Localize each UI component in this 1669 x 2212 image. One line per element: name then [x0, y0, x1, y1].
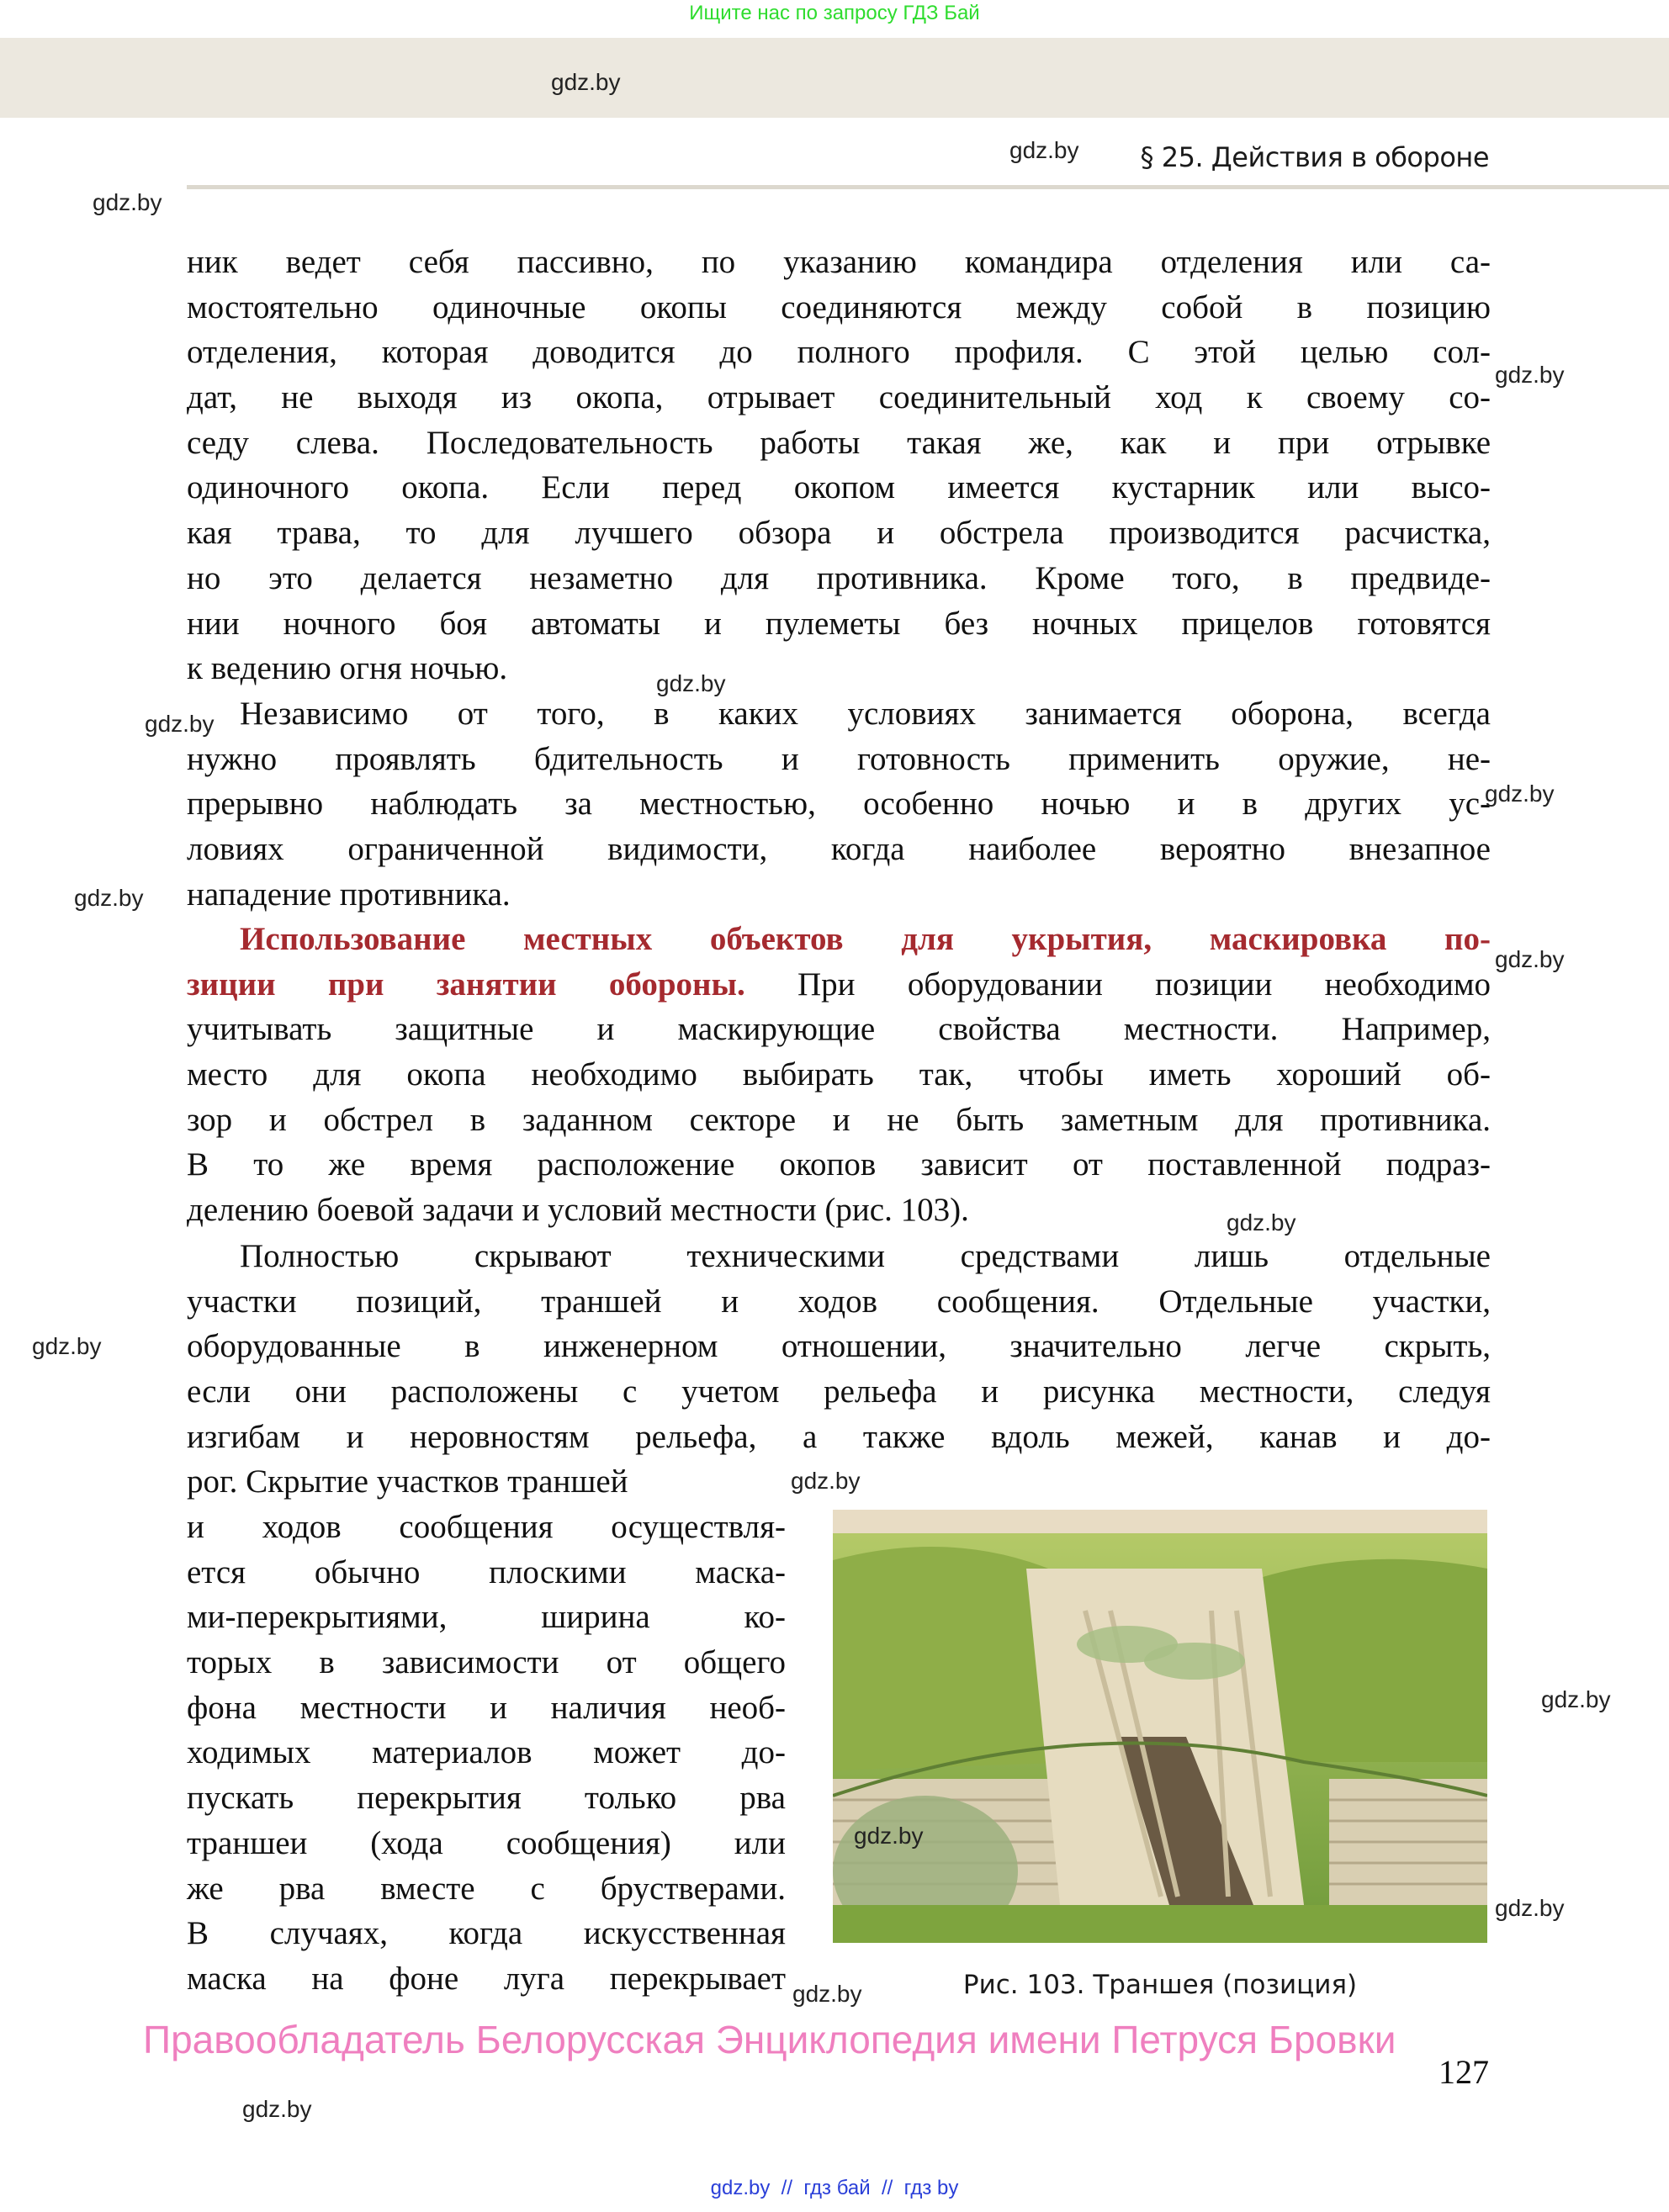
paragraph-4: [187, 1234, 1491, 1505]
watermark: gdz.by: [656, 670, 726, 696]
text-line: Независимо от того, в каких условиях занимается оборона, всегда: [240, 696, 1491, 732]
text-line: ловиях ограниченной видимости, когда наиболее вероятно внезапное: [187, 831, 1491, 868]
figure-caption: Рис. 103. Траншея (позиция): [962, 1970, 1358, 2000]
text-line: изгибам и неровностям рельефа, а также вдоль межей, канав и до-: [187, 1418, 1491, 1455]
watermark: gdz.by: [791, 1468, 861, 1494]
watermark: gdz.by: [74, 885, 144, 911]
text-line: торых в зависимости от общего: [187, 1644, 786, 1681]
running-head: § 25. Действия в обороне: [1140, 141, 1489, 173]
text-line: мостоятельно одиночные окопы соединяются между собой в позицию: [187, 288, 1491, 325]
text-line: участки позиций, траншей и ходов сообщения. Отдельные участки,: [187, 1283, 1491, 1320]
page-number: 127: [1439, 2053, 1489, 2091]
footer-links[interactable]: gdz.by // гдз бай // гдз by: [710, 2177, 959, 2199]
text-line: траншеи (хода сообщения) или: [187, 1824, 786, 1861]
text-line: прерывно наблюдать за местностью, особенно ночью и в других ус-: [187, 786, 1491, 823]
promo-banner[interactable]: Ищите нас по запросу ГДЗ Бай: [689, 2, 980, 24]
section-heading: Использование местных объектов для укрытия, маскировка по-: [240, 921, 1491, 957]
text-line: нии ночного боя автоматы и пулеметы без ночных прицелов готовятся: [187, 605, 1491, 642]
watermark: gdz.by: [32, 1333, 102, 1359]
watermark: gdz.by: [1541, 1686, 1611, 1712]
watermark: gdz.by: [145, 711, 215, 737]
text-line: оборудованные в инженерном отношении, значительно легче скрыть,: [187, 1328, 1491, 1365]
copyright-notice: Правообладатель Белорусская Энциклопедия имени Петруся Бровки: [143, 2018, 1396, 2061]
watermark: gdz.by: [1227, 1209, 1296, 1236]
text-line: В то же время расположение окопов зависит от поставленной подраз-: [187, 1146, 1491, 1183]
text-line: нужно проявлять бдительность и готовность применить оружие, не-: [187, 740, 1491, 777]
watermark: gdz.by: [1495, 946, 1565, 972]
watermark: gdz.by: [93, 189, 162, 215]
watermark: gdz.by: [854, 1823, 924, 1849]
text-line: отделения, которая доводится до полного профиля. С этой целью сол-: [187, 334, 1491, 371]
text-line: если они расположены с учетом рельефа и рисунка местности, следуя: [187, 1373, 1491, 1410]
paragraph-2: [187, 691, 1491, 917]
text-line: же рва вместе с брустверами.: [187, 1870, 786, 1907]
text-line: нападение противника.: [187, 876, 511, 913]
text-line: маска на фоне луга перекрывает: [187, 1960, 786, 1997]
section-heading: зиции при занятии обороны.: [187, 966, 745, 1003]
text-line: ник ведет себя пассивно, по указанию командира отделения или са-: [187, 244, 1491, 280]
text-line: ходимых материалов может до-: [187, 1734, 786, 1771]
text-line: учитывать защитные и маскирующие свойства местности. Например,: [187, 1011, 1491, 1048]
watermark: gdz.by: [242, 2096, 312, 2122]
text-line: делению боевой задачи и условий местности (рис. 103).: [187, 1192, 969, 1229]
text-line: Полностью скрывают техническими средствами лишь отдельные: [240, 1238, 1491, 1274]
watermark: gdz.by: [551, 69, 621, 95]
watermark: gdz.by: [1009, 137, 1079, 163]
text-line: кая трава, то для лучшего обзора и обстрела производится расчистка,: [187, 515, 1491, 552]
text-line: зор и обстрел в заданном секторе и не быть заметным для противника.: [187, 1101, 1491, 1138]
top-band: [0, 38, 1669, 118]
text-line: седу слева. Последовательность работы такая же, как и при отрывке: [187, 424, 1491, 461]
text-line: зиции при занятии обороны. При оборудовании позиции необходимо: [187, 966, 1491, 1003]
watermark: gdz.by: [792, 1981, 862, 2007]
paragraph-3: [187, 917, 1491, 1233]
text-line: ми-перекрытиями, ширина ко-: [187, 1599, 786, 1636]
text-line: место для окопа необходимо выбирать так, чтобы иметь хороший об-: [187, 1056, 1491, 1093]
paragraph-1: [187, 240, 1491, 691]
text-line: пускать перекрытия только рва: [187, 1780, 786, 1817]
text-line: рог. Скрытие участков траншей: [187, 1463, 628, 1500]
paragraph-4-wrap: [187, 1505, 786, 2002]
watermark: gdz.by: [1495, 362, 1565, 388]
header-rule: [187, 185, 1669, 189]
text-line: ется обычно плоскими маска-: [187, 1553, 786, 1590]
text-line: одиночного окопа. Если перед окопом имеется кустарник или высо-: [187, 469, 1491, 506]
text-line: фона местности и наличия необ-: [187, 1689, 786, 1726]
text-line: дат, не выходя из окопа, отрывает соединительный ход к своему со-: [187, 379, 1491, 416]
text-line: к ведению огня ночью.: [187, 650, 508, 687]
text-line: и ходов сообщения осуществля-: [187, 1509, 786, 1545]
watermark: gdz.by: [1485, 781, 1555, 807]
text-line: В случаях, когда искусственная: [187, 1915, 786, 1952]
trench-photo-image: [833, 1510, 1487, 1943]
trench-photo: [833, 1510, 1487, 1943]
watermark: gdz.by: [1495, 1895, 1565, 1921]
text-line: но это делается незаметно для противника. Кроме того, в предвиде-: [187, 559, 1491, 596]
